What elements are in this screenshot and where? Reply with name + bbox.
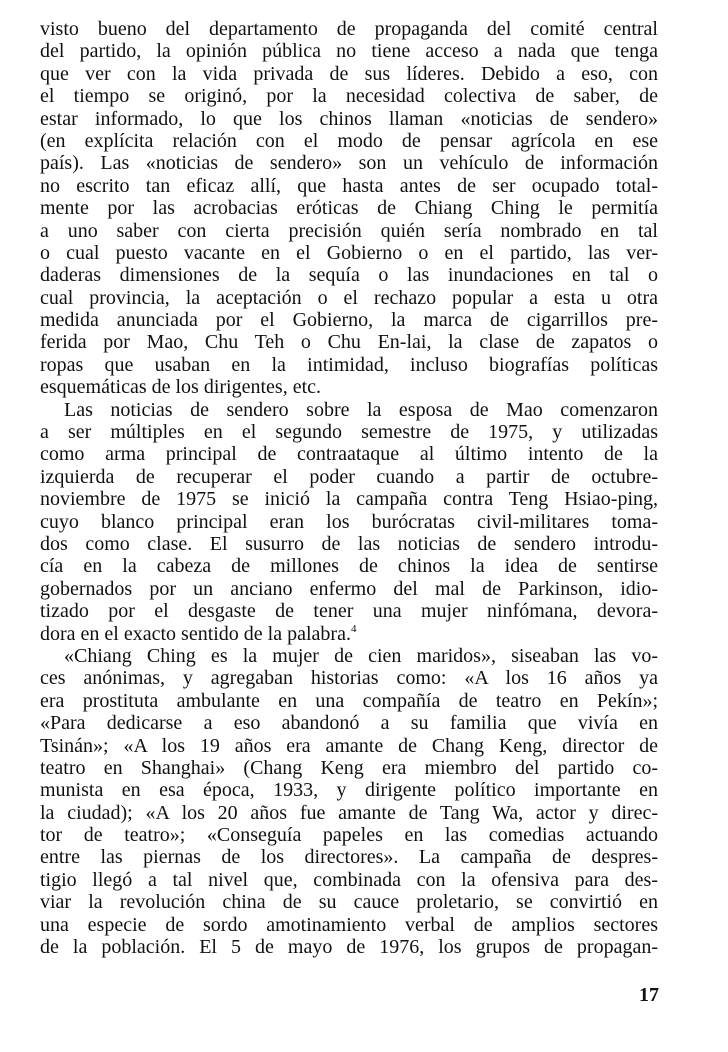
text-line: tizado por el desgaste de tener una mujer ninfómana, devora- [40,600,658,623]
text-line: Las noticias de sendero sobre la esposa de Mao comenzaron [64,398,658,421]
text-line: una especie de sordo amotinamiento verbal de amplios sectores [40,913,658,936]
text-line: cuyo blanco principal eran los burócratas civil-militares toma- [40,510,658,533]
text-line: visto bueno del departamento de propaganda del comité central [40,18,658,40]
text-line: izquierda de recuperar el poder cuando a partir de octubre- [40,465,658,488]
text-line: Tsinán»; «A los 19 años era amante de Chang Keng, director de [40,734,658,757]
text-line: estar informado, lo que los chinos llaman «noticias de sendero» [40,107,658,130]
text-line: a ser múltiples en el segundo semestre de 1975, y utilizadas [40,421,658,444]
text-line: el tiempo se originó, por la necesidad colectiva de saber, de [40,85,658,108]
text-line: del partido, la opinión pública no tiene acceso a nada que tenga [40,40,658,63]
text-line: la ciudad); «A los 20 años fue amante de Tang Wa, actor y direc- [40,801,658,824]
text-line: cía en la cabeza de millones de chinos la idea de sentirse [40,555,658,578]
footnote-reference: 4 [350,622,357,635]
text-line: de la población. El 5 de mayo de 1976, los grupos de propagan- [40,936,658,959]
text-line: era prostituta ambulante en una compañía de teatro en Pekín»; [40,689,658,712]
text-line: munista en esa época, 1933, y dirigente político importante en [40,779,658,802]
text-line: viar la revolución china de su cauce proletario, se convirtió en [40,891,658,914]
text-line: «Para dedicarse a eso abandonó a su familia que vivía en [40,712,658,735]
paragraph-2 [40,399,658,645]
text-line [40,623,658,645]
text-line: como arma principal de contraataque al último intento de la [40,443,658,466]
text-line: tigio llegó a tal nivel que, combinada con la ofensiva para des- [40,868,658,891]
text-line: ces anónimas, y agregaban historias como: «A los 16 años ya [40,667,658,690]
text-line: dos como clase. El susurro de las noticias de sendero introdu- [40,532,658,555]
page-number: 17 [639,984,659,1006]
text-line: ferida por Mao, Chu Teh o Chu En-lai, la clase de zapatos o [40,331,658,354]
book-page [40,18,658,958]
text-line: esquemáticas de los dirigentes, etc. [40,376,322,399]
text-line: tor de teatro»; «Conseguía papeles en las comedias actuando [40,824,658,847]
text-line: cual provincia, la aceptación o el rechazo popular a esta u otra [40,286,658,309]
text-line: medida anunciada por el Gobierno, la marca de cigarrillos pre- [40,309,658,332]
paragraph-1 [40,18,658,399]
text-line: teatro en Shanghai» (Chang Keng era miembro del partido co- [40,756,658,779]
text-line: (en explícita relación con el modo de pensar agrícola en ese [40,129,658,152]
text-line-content: dora en el exacto sentido de la palabra. [40,622,351,645]
text-line: mente por las acrobacias eróticas de Chiang Ching le permitía [40,197,658,220]
text-line: «Chiang Ching es la mujer de cien maridos», siseaban las vo- [64,644,658,667]
text-line: no escrito tan eficaz allí, que hasta antes de ser ocupado total- [40,174,658,197]
text-line: entre las piernas de los directores». La campaña de despres- [40,846,658,869]
text-line: ropas que usaban en la intimidad, incluso biografías políticas [40,353,658,376]
text-line: daderas dimensiones de la sequía o las inundaciones en tal o [40,264,658,287]
text-line: que ver con la vida privada de sus líderes. Debido a eso, con [40,62,658,85]
text-line: o cual puesto vacante en el Gobierno o en el partido, las ver- [40,241,658,264]
text-line: gobernados por un anciano enfermo del mal de Parkinson, idio- [40,577,658,600]
text-line: noviembre de 1975 se inició la campaña contra Teng Hsiao-ping, [40,488,658,511]
paragraph-3 [40,645,658,958]
text-line: a uno saber con cierta precisión quién sería nombrado en tal [40,219,658,242]
text-line: país). Las «noticias de sendero» son un vehículo de información [40,152,658,175]
